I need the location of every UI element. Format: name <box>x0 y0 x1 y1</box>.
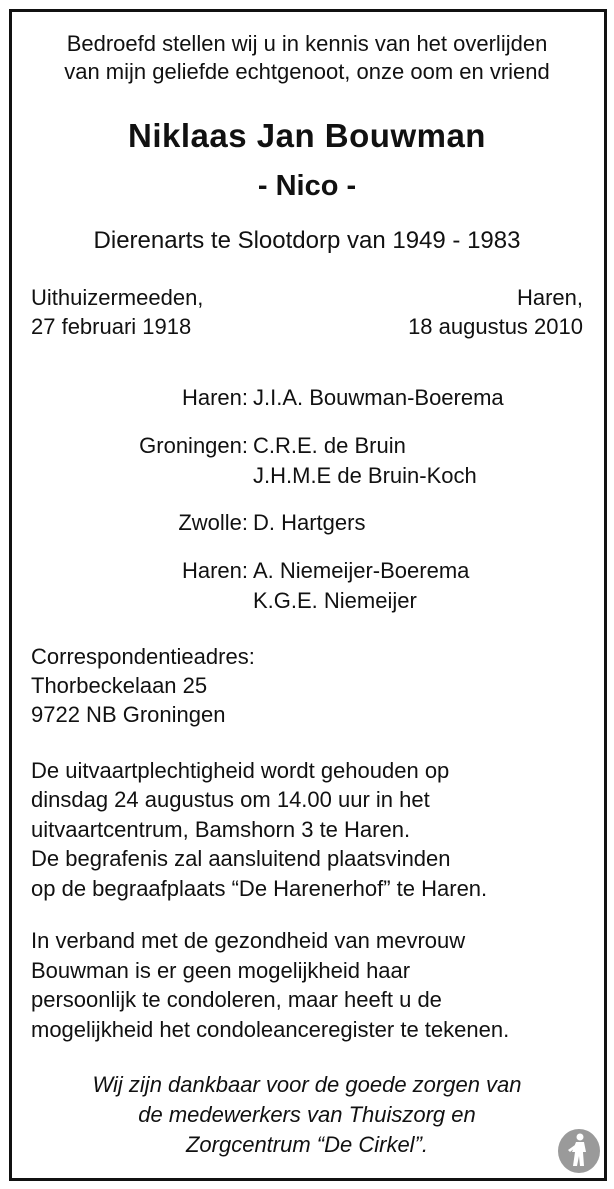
funeral-line: op de begraafplaats “De Harenerhof” te Haren. <box>31 876 488 901</box>
family-member: J.I.A. Bouwman-Boerema <box>253 385 504 410</box>
birth-place: Uithuizermeeden, <box>31 285 204 310</box>
correspondence-street: Thorbeckelaan 25 <box>31 673 208 698</box>
deceased-occupation: Dierenarts te Slootdorp van 1949 - 1983 <box>93 227 521 254</box>
intro-line-1: Bedroefd stellen wij u in kennis van het overlijden <box>66 31 548 56</box>
death-date: 18 augustus 2010 <box>408 314 583 339</box>
thanks-line: de medewerkers van Thuiszorg en <box>138 1102 476 1127</box>
funeral-line: dinsdag 24 augustus om 14.00 uur in het <box>31 787 430 812</box>
family-place: Haren: <box>181 385 248 410</box>
family-member: D. Hartgers <box>253 510 366 535</box>
correspondence-label: Correspondentieadres: <box>31 644 255 669</box>
condolence-line: In verband met de gezondheid van mevrouw <box>31 928 466 953</box>
family-place: Haren: <box>181 558 248 583</box>
condolence-line: mogelijkheid het condoleanceregister te tekenen. <box>31 1017 510 1042</box>
birth-date: 27 februari 1918 <box>31 314 192 339</box>
memorial-figure-icon <box>556 1128 602 1174</box>
deceased-nickname: - Nico - <box>257 170 357 202</box>
condolence-line: persoonlijk te condoleren, maar heeft u de <box>31 987 442 1012</box>
family-place: Zwolle: <box>178 510 248 535</box>
family-member: J.H.M.E de Bruin-Koch <box>253 463 477 488</box>
deceased-name: Niklaas Jan Bouwman <box>128 117 486 154</box>
intro-line-2: van mijn geliefde echtgenoot, onze oom en vriend <box>64 59 550 84</box>
condolence-line: Bouwman is er geen mogelijkheid haar <box>31 958 411 983</box>
death-place: Haren, <box>516 285 583 310</box>
family-place: Groningen: <box>139 433 248 458</box>
family-member: A. Niemeijer-Boerema <box>253 558 470 583</box>
funeral-line: uitvaartcentrum, Bamshorn 3 te Haren. <box>31 817 411 842</box>
correspondence-city: 9722 NB Groningen <box>31 702 226 727</box>
family-member: K.G.E. Niemeijer <box>253 588 417 613</box>
thanks-line: Wij zijn dankbaar voor de goede zorgen van <box>92 1072 522 1097</box>
thanks-line: Zorgcentrum “De Cirkel”. <box>185 1132 429 1157</box>
family-member: C.R.E. de Bruin <box>253 433 406 458</box>
funeral-line: De uitvaartplechtigheid wordt gehouden op <box>31 758 450 783</box>
funeral-line: De begrafenis zal aansluitend plaatsvinden <box>31 846 451 871</box>
